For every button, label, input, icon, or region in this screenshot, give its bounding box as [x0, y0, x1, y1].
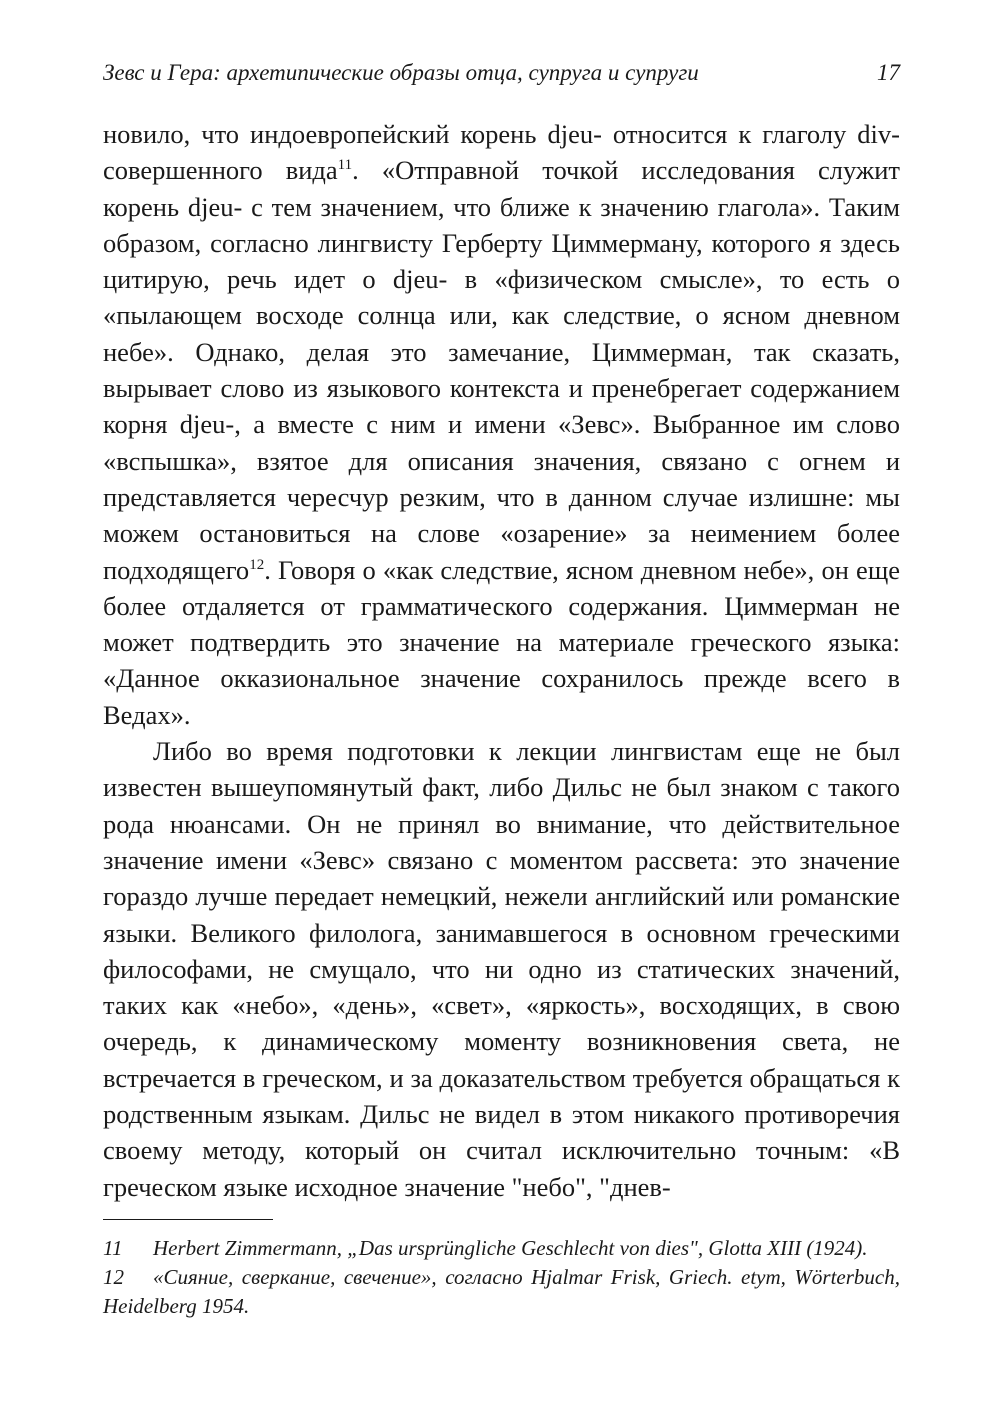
book-page	[103, 0, 900, 1418]
footnote-11	[103, 1234, 900, 1263]
main-text	[103, 116, 900, 1205]
footnote-12	[103, 1263, 900, 1321]
paragraph-1-part-b: . «Отправной точкой исследования служит корень djeu- с тем значением, что ближе к значению глагола». Таким образом, согласно лингвисту Герберту Циммерману, которого я здесь цитирую, речь идет о djeu- в «физическом смысле», то есть о «пылающем восходе солнца или, как следствие, о ясном дневном небе». Однако, делая это замечание, Циммерман, так сказать, вырывает слово из языкового контекста и пренебрегает содержанием корня djeu-, а вместе с ним и имени «Зевс». Выбранное им слово «вспышка», взятое для описания значения, связано с огнем и представляется чересчур резким, что в данном случае излишне: мы можем остановиться на слове «озарение» за неимением более подходящего	[103, 155, 900, 585]
footnotes	[103, 1234, 900, 1321]
footnote-number: 11	[103, 1236, 123, 1260]
paragraph-1	[103, 116, 900, 733]
paragraph-1-part-a: новило, что индоевропейский корень djeu- относится к глаголу div- совершенного вида	[103, 119, 900, 186]
running-header	[103, 58, 900, 88]
paragraph-2: Либо во время подготовки к лекции лингвистам еще не был известен вышеупомянутый факт, либо Дильс не был знаком с такого рода нюансами. Он не принял во внимание, что действительное значение имени «Зевс» связано с моментом рассвета: это значение гораздо лучше передает немецкий, нежели английский или романские языки. Великого филолога, занимавшегося в основном греческими философами, не смущало, что ни одно из статических значений, таких как «небо», «день», «свет», «яркость», восходящих, в свою очередь, к динамическому моменту возникновения света, не встречается в греческом, и за доказательством требуется обращаться к родственным языкам. Дильс не видел в этом никакого противоречия своему методу, который он считал исключительно точным: «В греческом языке исходное значение "небо", "днев-	[103, 736, 900, 1202]
paragraph-1-part-c: . Говоря о «как следствие, ясном дневном небе», он еще более отдаляется от грамматического содержания. Циммерман не может подтвердить это значение на материале греческого языка: «Данное окказиональное значение сохранилось прежде всего в Ведах».	[103, 554, 900, 730]
footnote-divider	[103, 1219, 273, 1220]
footnote-text: «Сияние, сверкание, свечение», согласно Hjalmar Frisk, Griech. etym, Wörterbuch, Heidelberg 1954.	[103, 1265, 900, 1318]
running-header-title: Зевс и Гера: архетипические образы отца, супруга и супруги	[103, 60, 699, 85]
page-number: 17	[877, 60, 900, 85]
footnote-ref-12: 12	[249, 556, 265, 573]
footnote-text: Herbert Zimmermann, „Das ursprüngliche Geschlecht von dies", Glotta XIII (1924).	[153, 1236, 868, 1260]
footnote-ref-11: 11	[337, 157, 353, 174]
footnote-number: 12	[103, 1265, 124, 1289]
